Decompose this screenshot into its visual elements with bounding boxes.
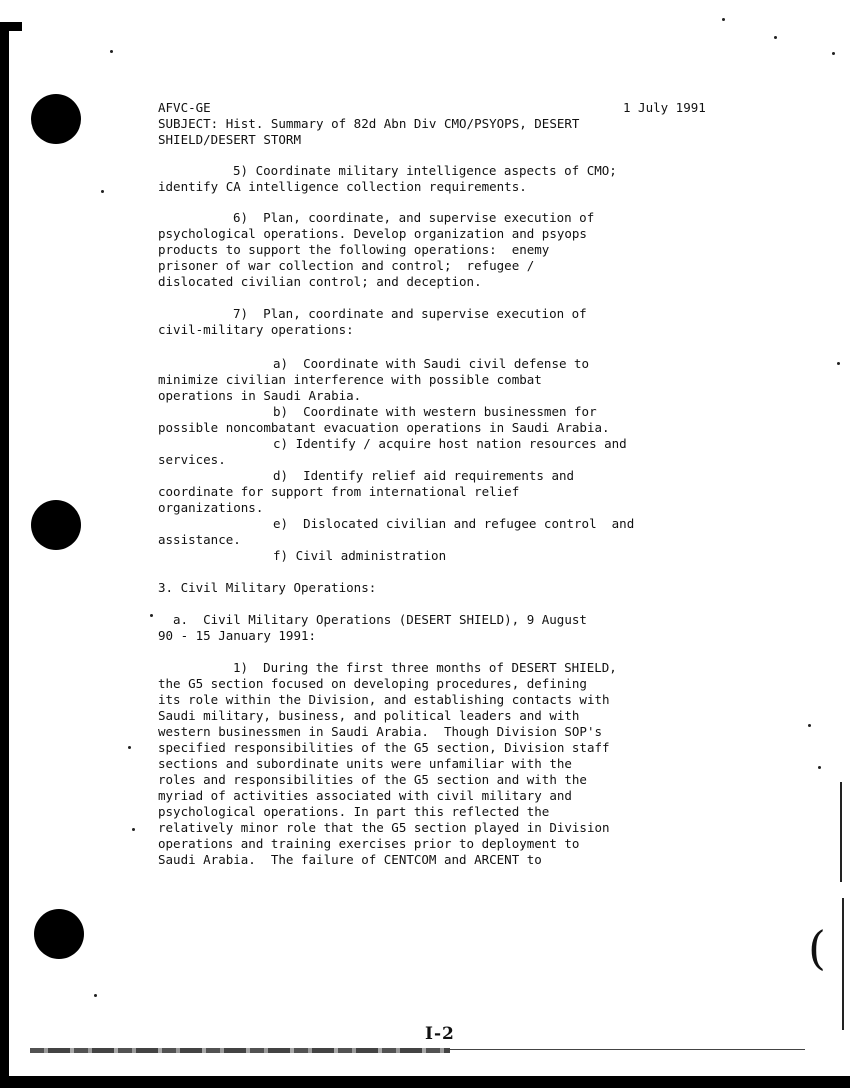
text-line: identify CA intelligence collection requirements. bbox=[158, 179, 527, 194]
punch-hole-top bbox=[31, 94, 81, 144]
text-line: myriad of activities associated with civil military and bbox=[158, 788, 572, 803]
scan-speck bbox=[774, 36, 777, 39]
text-line: sections and subordinate units were unfamiliar with the bbox=[158, 756, 572, 771]
scan-border-top bbox=[0, 22, 22, 31]
text-line: 7) Plan, coordinate and supervise execution of bbox=[233, 306, 587, 321]
scan-border-left bbox=[0, 22, 9, 1087]
text-line: psychological operations. In part this reflected the bbox=[158, 804, 550, 819]
text-line: western businessmen in Saudi Arabia. Though Division SOP's bbox=[158, 724, 603, 739]
text-line: operations in Saudi Arabia. bbox=[158, 388, 362, 403]
scan-speck bbox=[110, 50, 113, 53]
text-line: possible noncombatant evacuation operations in Saudi Arabia. bbox=[158, 420, 610, 435]
scan-speck bbox=[128, 746, 131, 749]
text-line: coordinate for support from international relief bbox=[158, 484, 520, 499]
text-line: psychological operations. Develop organization and psyops bbox=[158, 226, 587, 241]
text-line: specified responsibilities of the G5 section, Division staff bbox=[158, 740, 610, 755]
text-line: roles and responsibilities of the G5 section and with the bbox=[158, 772, 587, 787]
text-line: assistance. bbox=[158, 532, 241, 547]
text-line: its role within the Division, and establishing contacts with bbox=[158, 692, 610, 707]
text-line: civil-military operations: bbox=[158, 322, 354, 337]
text-line: a) Coordinate with Saudi civil defense to bbox=[273, 356, 590, 371]
text-line: d) Identify relief aid requirements and bbox=[273, 468, 575, 483]
punch-hole-middle bbox=[31, 500, 81, 550]
text-line: Saudi Arabia. The failure of CENTCOM and ARCENT to bbox=[158, 852, 542, 867]
scan-border-bottom bbox=[0, 1076, 850, 1088]
scan-speck bbox=[832, 52, 835, 55]
text-line: 90 - 15 January 1991: bbox=[158, 628, 317, 643]
header-office-symbol: AFVC-GE bbox=[158, 100, 211, 115]
scan-mark-right bbox=[840, 782, 842, 882]
subject-line: SHIELD/DESERT STORM bbox=[158, 132, 301, 147]
scan-speck bbox=[150, 614, 153, 617]
text-line: e) Dislocated civilian and refugee control and bbox=[273, 516, 635, 531]
scan-speck bbox=[808, 724, 811, 727]
text-line: minimize civilian interference with possible combat bbox=[158, 372, 542, 387]
scan-speck bbox=[722, 18, 725, 21]
subject-line: SUBJECT: Hist. Summary of 82d Abn Div CMO/PSYOPS, DESERT bbox=[158, 116, 580, 131]
text-line: 1) During the first three months of DESERT SHIELD, bbox=[233, 660, 617, 675]
scan-speck bbox=[101, 190, 104, 193]
text-line: Saudi military, business, and political leaders and with bbox=[158, 708, 580, 723]
section-heading: 3. Civil Military Operations: bbox=[158, 580, 377, 595]
page-number: I-2 bbox=[425, 1024, 455, 1044]
text-line: c) Identify / acquire host nation resources and bbox=[273, 436, 627, 451]
text-line: b) Coordinate with western businessmen for bbox=[273, 404, 597, 419]
text-line: prisoner of war collection and control; refugee / bbox=[158, 258, 535, 273]
text-line: organizations. bbox=[158, 500, 264, 515]
header-date: 1 July 1991 bbox=[623, 100, 706, 115]
scan-paren-mark: ( bbox=[808, 921, 826, 975]
text-line: products to support the following operations: enemy bbox=[158, 242, 550, 257]
scan-speck bbox=[94, 994, 97, 997]
punch-hole-bottom bbox=[34, 909, 84, 959]
text-line: a. Civil Military Operations (DESERT SHIELD), 9 August bbox=[173, 612, 587, 627]
text-line: the G5 section focused on developing procedures, defining bbox=[158, 676, 587, 691]
text-line: f) Civil administration bbox=[273, 548, 447, 563]
scan-speck bbox=[837, 362, 840, 365]
text-line: dislocated civilian control; and deception. bbox=[158, 274, 482, 289]
scan-speck bbox=[132, 828, 135, 831]
text-line: 6) Plan, coordinate, and supervise execution of bbox=[233, 210, 595, 225]
footer-rule bbox=[450, 1049, 805, 1050]
scan-speck bbox=[818, 766, 821, 769]
scan-streak bbox=[30, 1048, 450, 1053]
text-line: operations and training exercises prior to deployment to bbox=[158, 836, 580, 851]
text-line: services. bbox=[158, 452, 226, 467]
text-line: 5) Coordinate military intelligence aspects of CMO; bbox=[233, 163, 617, 178]
text-line: relatively minor role that the G5 section played in Division bbox=[158, 820, 610, 835]
